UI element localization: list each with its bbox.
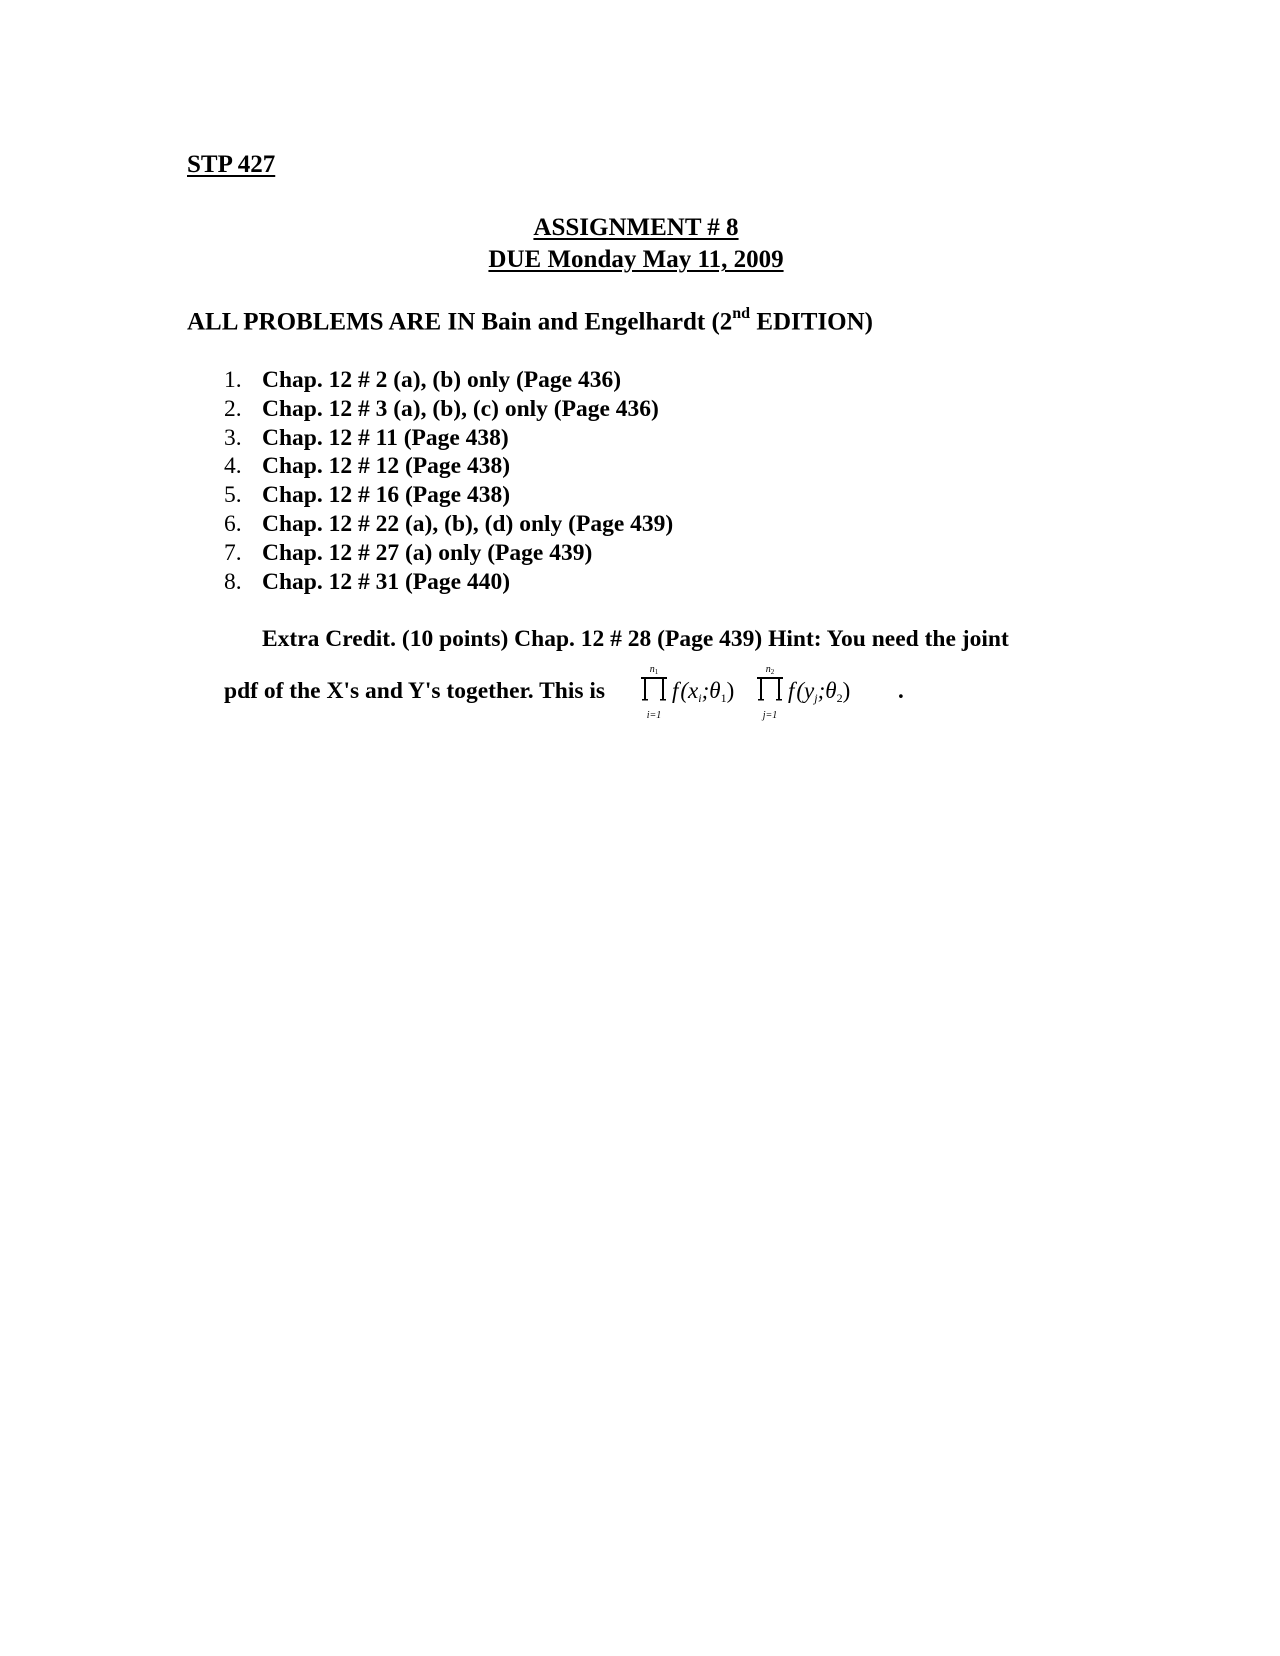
- problem-text: Chap. 12 # 2 (a), (b) only (Page 436): [262, 367, 622, 393]
- problem-text: Chap. 12 # 12 (Page 438): [262, 453, 511, 480]
- assignment-title: ASSIGNMENT # 8: [533, 214, 739, 241]
- source-prefix: ALL PROBLEMS ARE IN Bain and Engelhardt (2: [187, 308, 733, 336]
- source-suffix: EDITION): [750, 308, 873, 336]
- extra-credit-line: Extra Credit. (10 points) Chap. 12 # 28 (Page 439) Hint: You need the joint: [262, 626, 1009, 652]
- list-item: [224, 539, 673, 568]
- problem-number: 3.: [224, 424, 242, 451]
- problem-list: [224, 366, 673, 596]
- list-item: [224, 568, 673, 597]
- hint-line: pdf of the X's and Y's together. This is: [224, 678, 606, 704]
- list-item: [224, 452, 673, 481]
- problem-text: Chap. 12 # 3 (a), (b), (c) only (Page 436): [262, 395, 659, 422]
- course-code: STP 427: [187, 151, 276, 178]
- term1: f(xi;θ1): [672, 678, 735, 705]
- list-item: [224, 424, 673, 453]
- problem-number: 2.: [224, 395, 242, 422]
- problem-number: 7.: [224, 539, 242, 566]
- problem-text: Chap. 12 # 27 (a) only (Page 439): [262, 539, 593, 566]
- problem-text: Chap. 12 # 31 (Page 440): [262, 568, 511, 595]
- list-item: [224, 510, 673, 539]
- problem-text: Chap. 12 # 16 (Page 438): [262, 482, 511, 509]
- problem-number: 5.: [224, 482, 242, 509]
- problem-text: Chap. 12 # 11 (Page 438): [262, 424, 509, 451]
- list-item: [224, 395, 673, 424]
- list-item: [224, 366, 673, 395]
- prod1-upper: $n_1$: [649, 664, 659, 676]
- problem-number: 6.: [224, 510, 242, 537]
- textbook-source: [187, 307, 873, 336]
- source-superscript: nd: [732, 305, 751, 322]
- term2: f(yj;θ2): [788, 678, 851, 705]
- problem-text: Chap. 12 # 22 (a), (b), (d) only (Page 439): [262, 510, 674, 537]
- problem-number: 4.: [224, 453, 242, 480]
- problem-number: 8.: [224, 568, 242, 595]
- due-date: DUE Monday May 11, 2009: [488, 246, 784, 273]
- product-icon: [641, 677, 667, 701]
- formula-period: .: [898, 678, 904, 703]
- problem-number: 1.: [224, 367, 242, 393]
- prod1-lower: i=1: [646, 710, 662, 721]
- prod2-lower: j=1: [762, 710, 778, 721]
- product-icon: [757, 677, 783, 701]
- list-item: [224, 481, 673, 510]
- prod2-upper: $n_2$: [765, 664, 775, 676]
- joint-pdf-formula: [636, 660, 916, 722]
